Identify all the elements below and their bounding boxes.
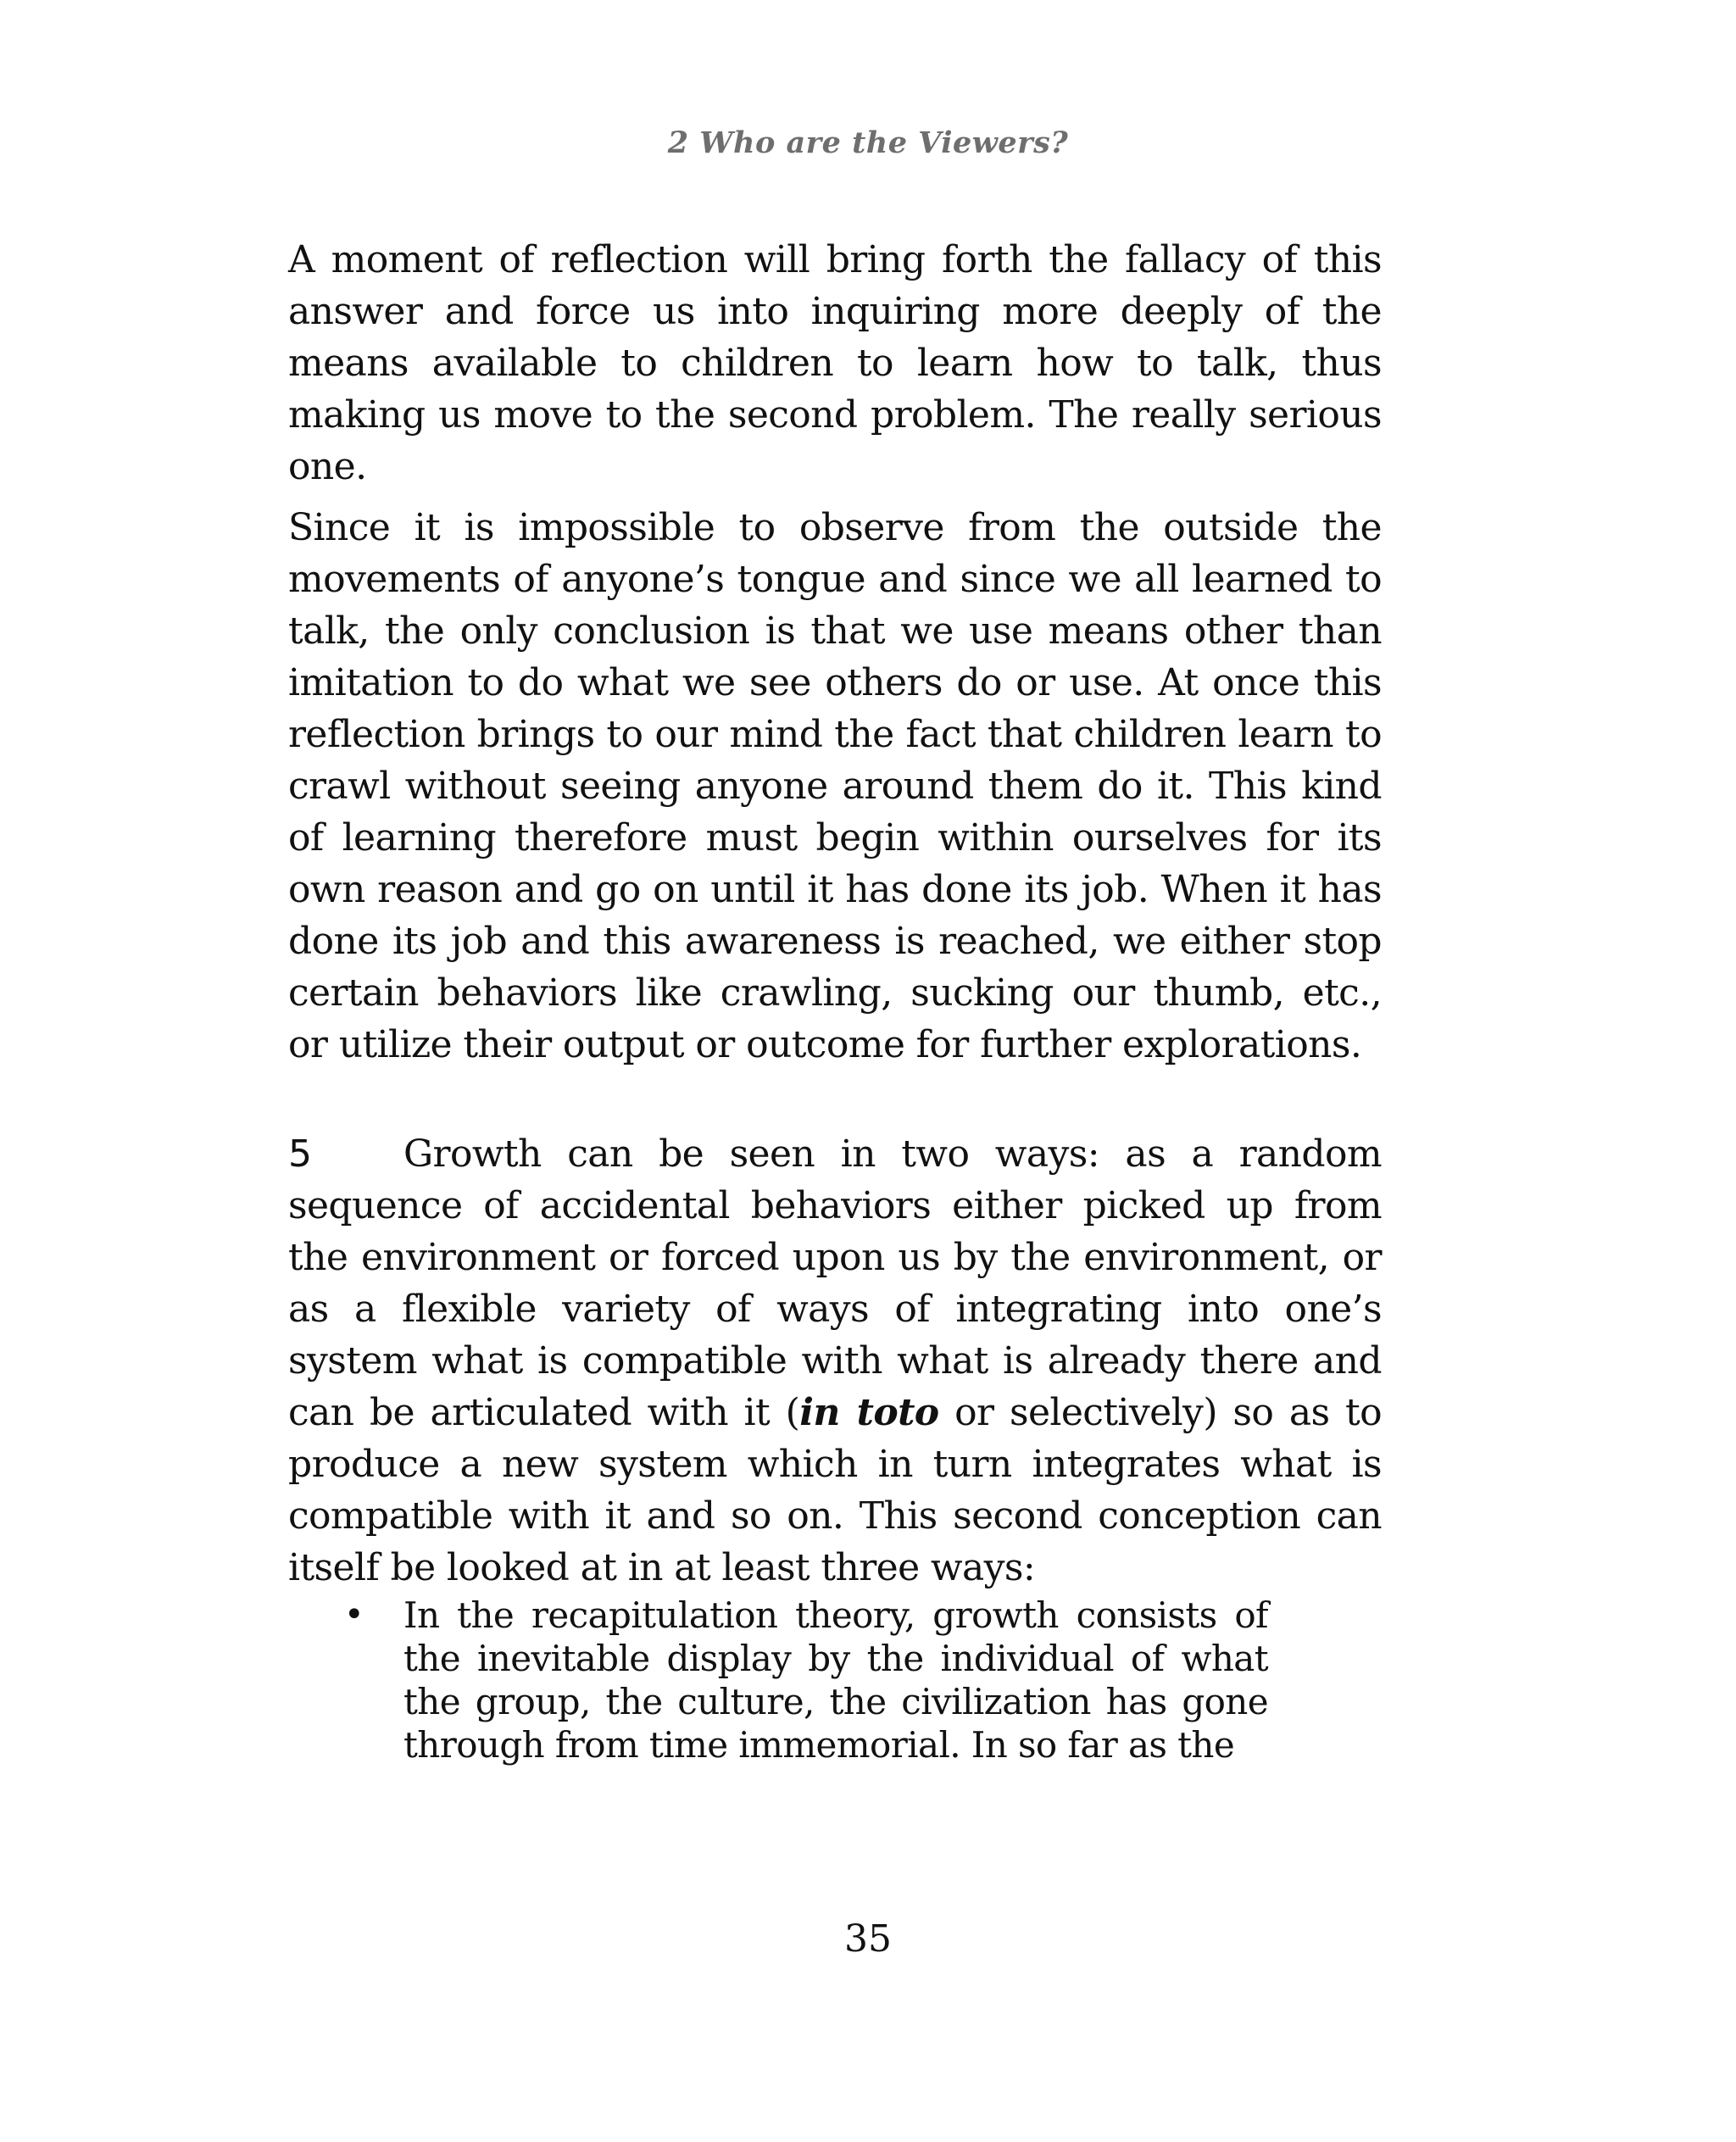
paragraph-growth bbox=[288, 1128, 1382, 1594]
emphasis-in-toto: in toto bbox=[799, 1391, 939, 1434]
bullet-marker: • bbox=[344, 1595, 364, 1634]
page-number: 35 bbox=[844, 1917, 892, 1961]
paragraph-text-before: Growth can be seen in two ways: as a random sequence of accidental behaviors either picked up from the environment or forced upon us by the environment, or as a flexible variety of ways of integrating into one’s system what is compatible with what is already there and can be articulated with it ( bbox=[288, 1132, 1382, 1434]
bullet-text: In the recapitulation theory, growth consists of the inevitable display by the individual of what the group, the culture, the civilization has gone through from time immemorial. In so far as the bbox=[403, 1594, 1268, 1766]
running-header: 2 Who are the Viewers? bbox=[667, 125, 1069, 160]
paragraph-crawling: Since it is impossible to observe from the outside the movements of anyone’s tongue and since we all learned to talk, the only conclusion is that we use means other than imitation to do what we see others do or use. At once this reflection brings to our mind the fact that children learn to crawl without seeing anyone around them do it. This kind of learning therefore must begin within ourselves for its own reason and go on until it has done its job. When it has done its job and this awareness is reached, we either stop certain behaviors like crawling, sucking our thumb, etc., or utilize their output or outcome for further explorations. bbox=[288, 506, 1382, 1066]
paragraph-number: 5 bbox=[288, 1132, 312, 1176]
paragraph-reflection: A moment of reflection will bring forth the fallacy of this answer and force us into inquiring more deeply of the means available to children to learn how to talk, thus making us move to the second problem. The really serious one. bbox=[288, 238, 1382, 488]
paragraph-text-after: or selectively) so as to produce a new system which in turn integrates what is compatible with it and so on. This second conception can itself be looked at in at least three ways: bbox=[288, 1391, 1382, 1589]
